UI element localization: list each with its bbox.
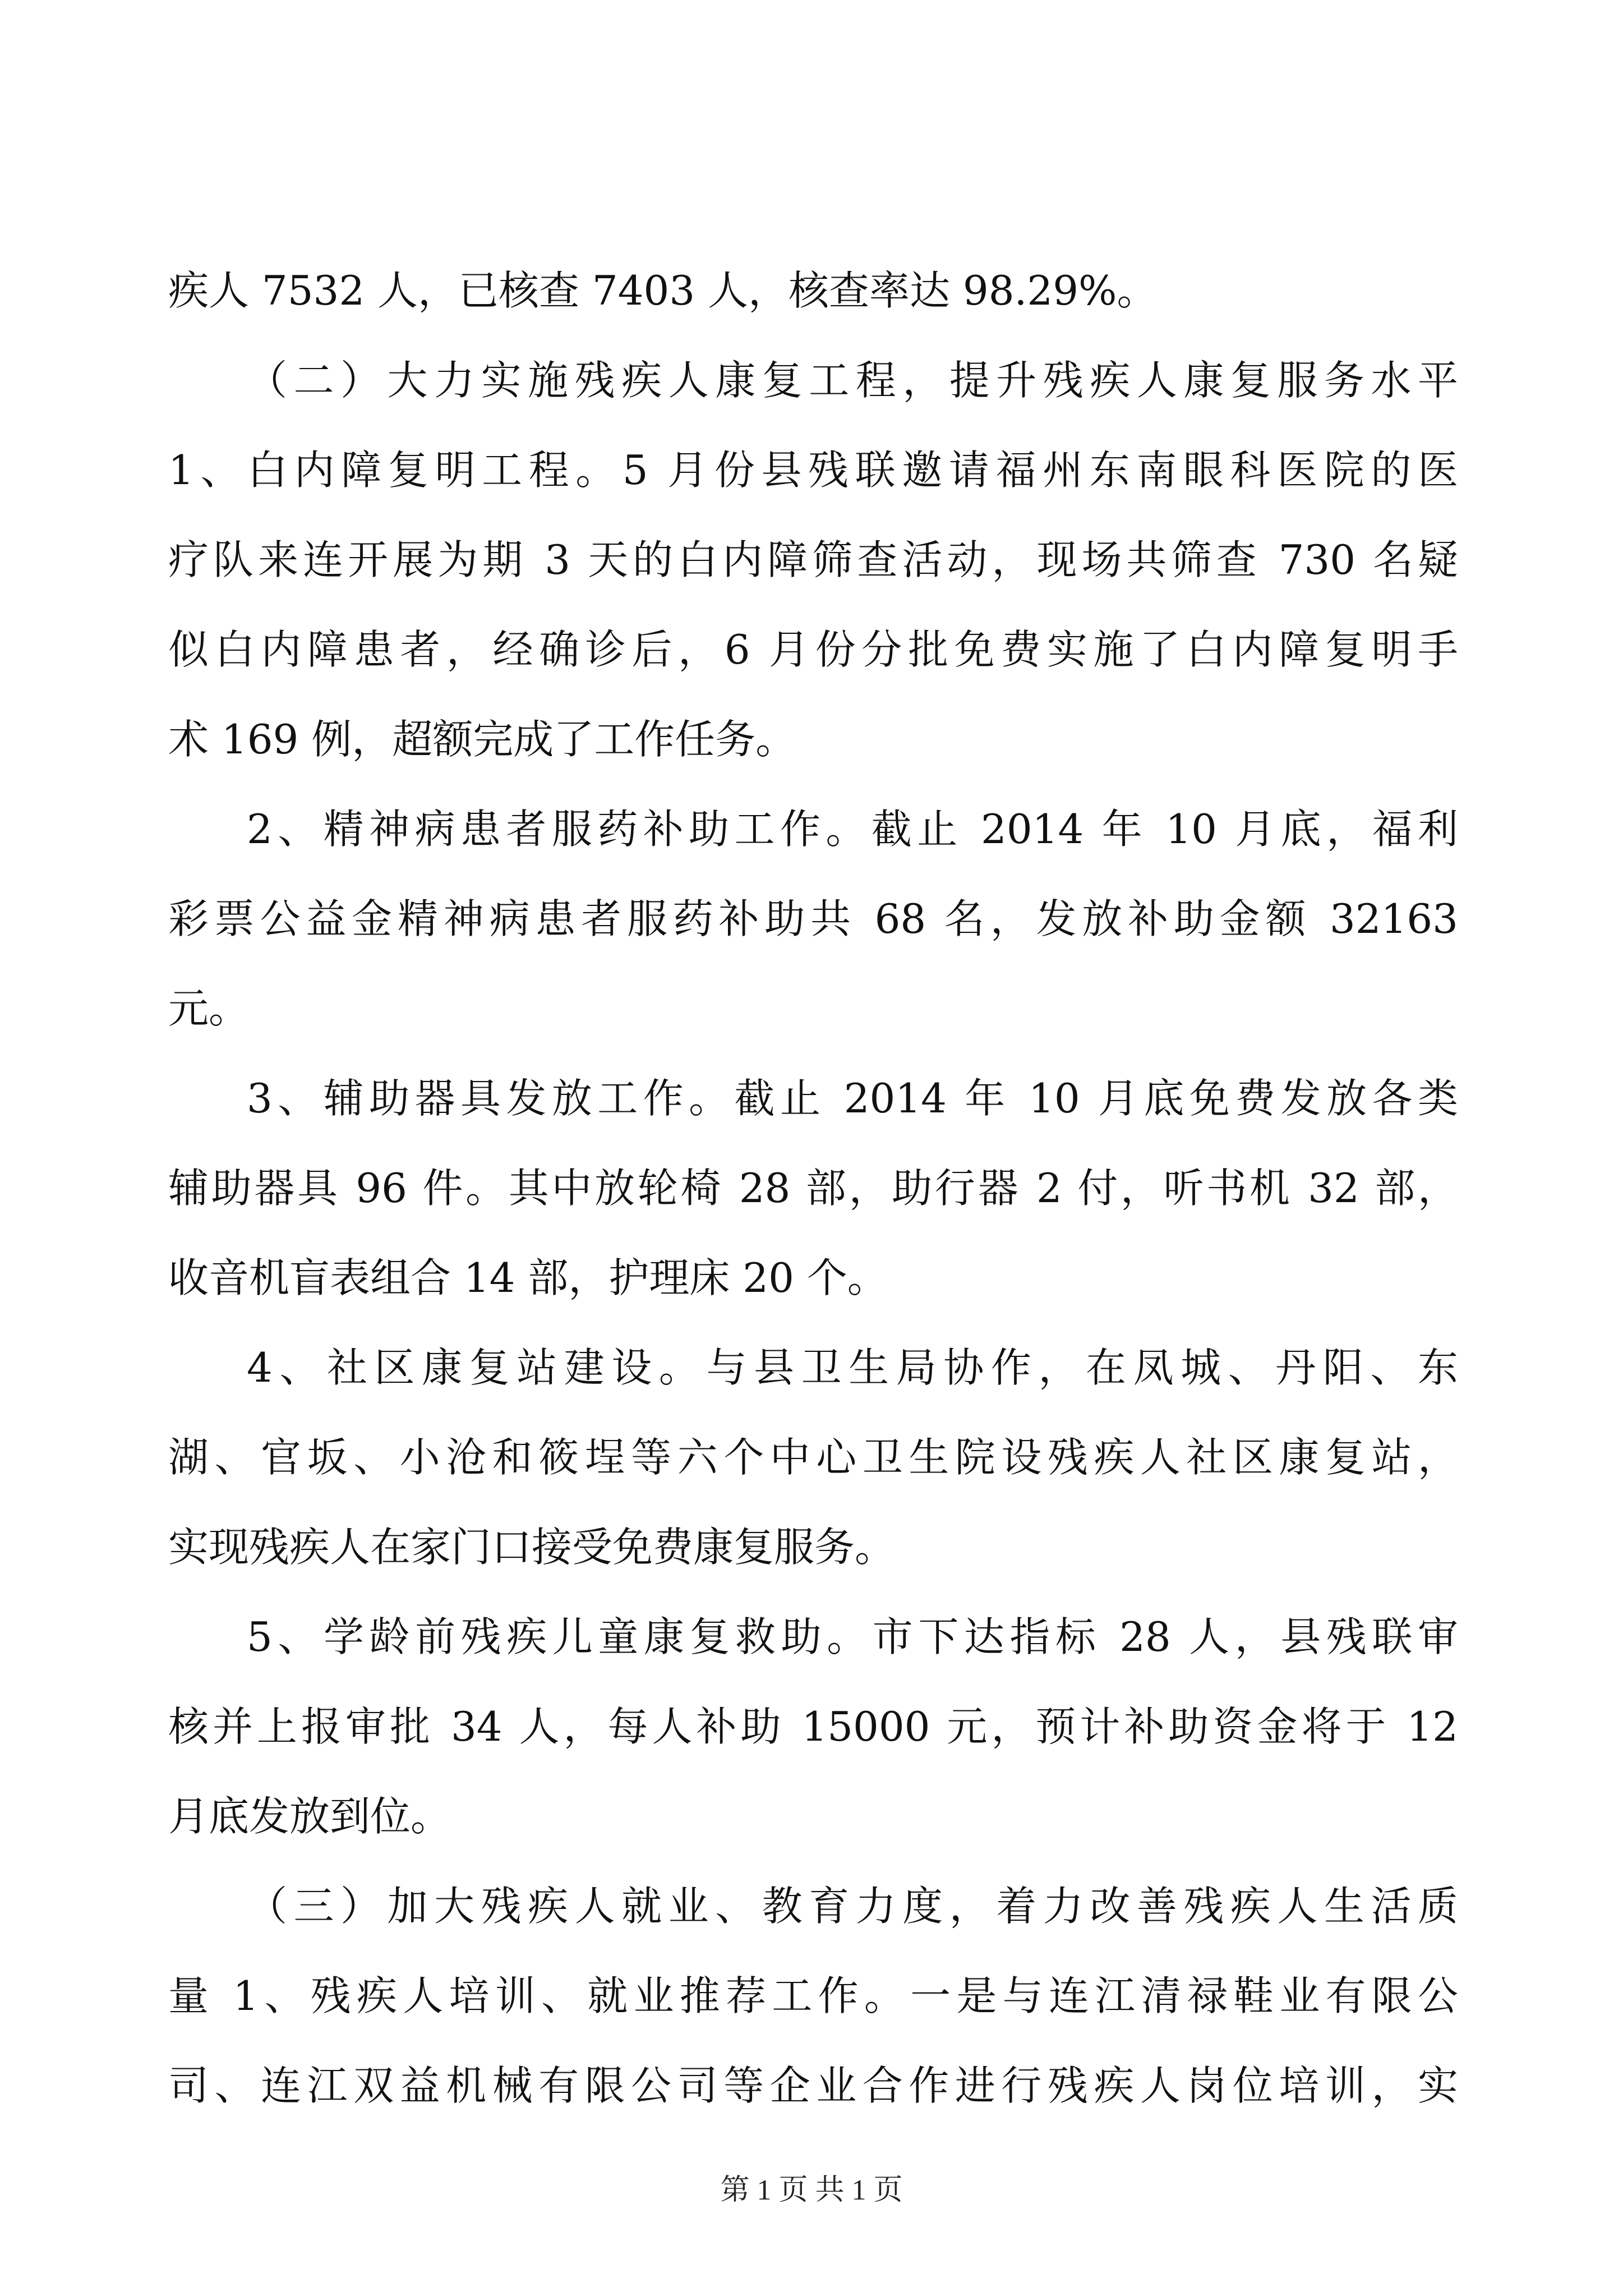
- page-footer: 第 1 页 共 1 页: [720, 2174, 903, 2206]
- text-line: 疾人 7532 人，已核查 7403 人，核查率达 98.29%。: [168, 267, 1158, 314]
- text-line: 实现残疾人在家门口接受免费康复服务。: [168, 1524, 896, 1571]
- section-heading: （三）加大残疾人就业、教育力度，着力改善残疾人生活质: [247, 1883, 1458, 1930]
- text-line: 辅助器具 96 件。其中放轮椅 28 部，助行器 2 付，听书机 32 部，: [168, 1165, 1458, 1212]
- text-line: 5、学龄前残疾儿童康复救助。市下达指标 28 人，县残联审: [247, 1613, 1458, 1660]
- text-line: 似白内障患者，经确诊后，6 月份分批免费实施了白内障复明手: [168, 626, 1458, 673]
- text-line: 月底发放到位。: [168, 1793, 451, 1840]
- section-heading: （二）大力实施残疾人康复工程，提升残疾人康复服务水平: [247, 357, 1458, 404]
- text-line: 司、连江双益机械有限公司等企业合作进行残疾人岗位培训，实: [168, 2062, 1458, 2109]
- text-line: 湖、官坂、小沧和筱埕等六个中心卫生院设残疾人社区康复站，: [168, 1434, 1458, 1481]
- text-line: 3、辅助器具发放工作。截止 2014 年 10 月底免费发放各类: [247, 1075, 1458, 1122]
- text-line: 2、精神病患者服药补助工作。截止 2014 年 10 月底，福利: [247, 806, 1458, 853]
- text-line: 量 1、残疾人培训、就业推荐工作。一是与连江清禄鞋业有限公: [168, 1972, 1458, 2019]
- text-line: 彩票公益金精神病患者服药补助共 68 名，发放补助金额 32163: [168, 895, 1458, 942]
- text-line: 1、白内障复明工程。5 月份县残联邀请福州东南眼科医院的医: [168, 447, 1458, 494]
- text-line: 收音机盲表组合 14 部，护理床 20 个。: [168, 1254, 888, 1301]
- text-line: 4、社区康复站建设。与县卫生局协作，在凤城、丹阳、东: [247, 1344, 1458, 1391]
- text-line: 术 169 例，超额完成了工作任务。: [168, 716, 796, 763]
- text-line: 疗队来连开展为期 3 天的白内障筛查活动，现场共筛查 730 名疑: [168, 536, 1458, 583]
- text-line: 核并上报审批 34 人，每人补助 15000 元，预计补助资金将于 12: [168, 1703, 1458, 1750]
- text-line: 元。: [168, 985, 250, 1032]
